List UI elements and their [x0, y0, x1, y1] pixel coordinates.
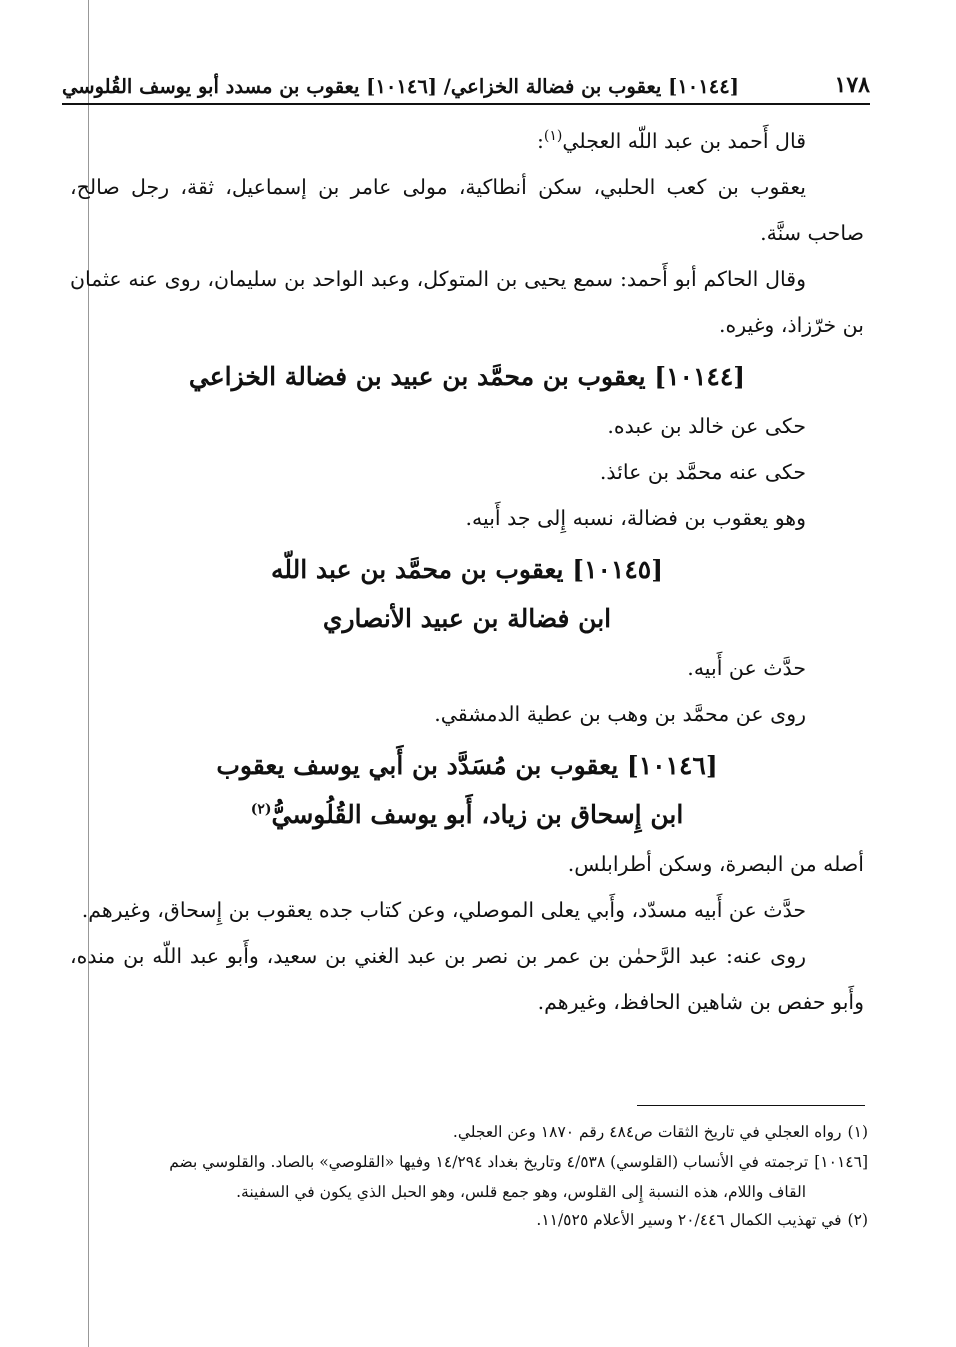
footnote-entry-continuation: القاف واللام، هذه النسبة إِلى القلوس، وهو جمع قلس، وهو الحبل الذي يكون في السفينة.: [236, 1183, 806, 1201]
entry-title-10146-line-1: [١٠١٤٦] يعقوب بن مُسَدَّد بن أَبي يوسف يعقوب: [216, 751, 718, 780]
entry-10145-line-2: روى عن محمَّد بن وهب بن عطية الدمشقي.: [434, 702, 806, 726]
quote-intro-colon: :: [536, 129, 544, 153]
footnote-1-mark: (١): [847, 1123, 868, 1141]
entry-title-10144-line: [١٠١٤٤] يعقوب بن محمَّد بن عبيد بن فضالة الخزاعي: [188, 362, 746, 391]
header-rule: [62, 103, 870, 105]
footnote-2-mark: (٢): [847, 1211, 868, 1229]
footnote-separator: [637, 1105, 865, 1106]
main-text: [70, 118, 864, 1025]
entry-title-10144: [70, 352, 864, 401]
entry-10144-line-3: وهو يعقوب بن فضالة، نسبه إِلى جد أَبيه.: [465, 506, 806, 530]
running-title: [١٠١٤٤] يعقوب بن فضالة الخزاعي/ [١٠١٤٦] يعقوب بن مسدد أبو يوسف القُلوسي: [62, 75, 739, 98]
footnote-ref-2: (٢): [250, 801, 272, 818]
footnote-1: [64, 1118, 868, 1146]
quote-intro-text: قال أَحمد بن عبد اللّه العجلي: [562, 129, 806, 153]
paragraph-hakim: وقال الحاكم أبو أَحمد: سمع يحيى بن المتوكل، وعبد الواحد بن سليمان، روى عنه عثمان بن خرّزاذ، وغيره.: [70, 267, 864, 337]
entry-10146-line-1: أصله من البصرة، وسكن أطرابلس.: [567, 852, 864, 876]
footnote-2: [64, 1206, 868, 1234]
footnote-1-text: رواه العجلي في تاريخ الثقات ص٤٨٤ رقم ١٨٧٠ وعن العجلي.: [452, 1123, 842, 1141]
entry-10144-line-1: حكى عن خالد بن عبده.: [607, 414, 806, 438]
footnotes: [64, 1118, 868, 1236]
entry-title-10145-line-2: ابن فضالة بن عبيد الأنصاري: [322, 604, 612, 633]
paragraph-quote: يعقوب بن كعب الحلبي، سكن أنطاكية، مولى عامر بن إسماعيل، ثقة، رجل صالح، صاحب سنَّة.: [70, 175, 864, 245]
entry-10146-line-2: حدَّث عن أَبيه مسدّد، وأَبي يعلى الموصلي، وعن كتاب جده يعقوب بن إِسحاق، وغيرهم.: [81, 898, 806, 922]
entry-10146-line-3: روى عنه: عبد الرَّحمٰن بن عمر بن نصر بن عبد الغني بن سعيد، وأَبو عبد اللّه بن منده، وأَبو حفص بن شاهين الحافظ، وغيرهم.: [70, 944, 864, 1014]
footnote-entry-text: ترجمته في الأنساب (القلوسي) ٤/٥٣٨ وتاريخ بغداد ١٤/٢٩٤ وفيها «القلوصي» بالصاد. والقلوسي بضم: [169, 1153, 809, 1171]
entry-title-10145: [70, 545, 864, 643]
entry-title-10146-line-2: ابن إِسحاق بن زياد، أَبو يوسف القُلُوسيُّ: [271, 800, 684, 829]
running-header: [62, 58, 870, 98]
entry-title-10145-line-1: [١٠١٤٥] يعقوب بن محمَّد بن عبد اللّه: [270, 555, 664, 584]
page-number: ١٧٨: [834, 72, 870, 98]
entry-title-10146: [70, 741, 864, 839]
entry-title-10146-line-2-wrap: [70, 790, 864, 839]
paragraph-quote-intro: [70, 118, 864, 164]
footnote-entry-mark: [١٠١٤٦]: [814, 1153, 868, 1171]
entry-10144-line-2: حكى عنه محمَّد بن عائذ.: [599, 460, 806, 484]
footnote-2-text: في تهذيب الكمال ٢٠/٤٤٦ وسير الأعلام ١١/٥٢٥.: [536, 1211, 842, 1229]
footnote-ref-1: (١): [543, 128, 563, 145]
footnote-entry-10146: [64, 1148, 868, 1176]
entry-10145-line-1: حدَّث عن أَبيه.: [687, 656, 806, 680]
